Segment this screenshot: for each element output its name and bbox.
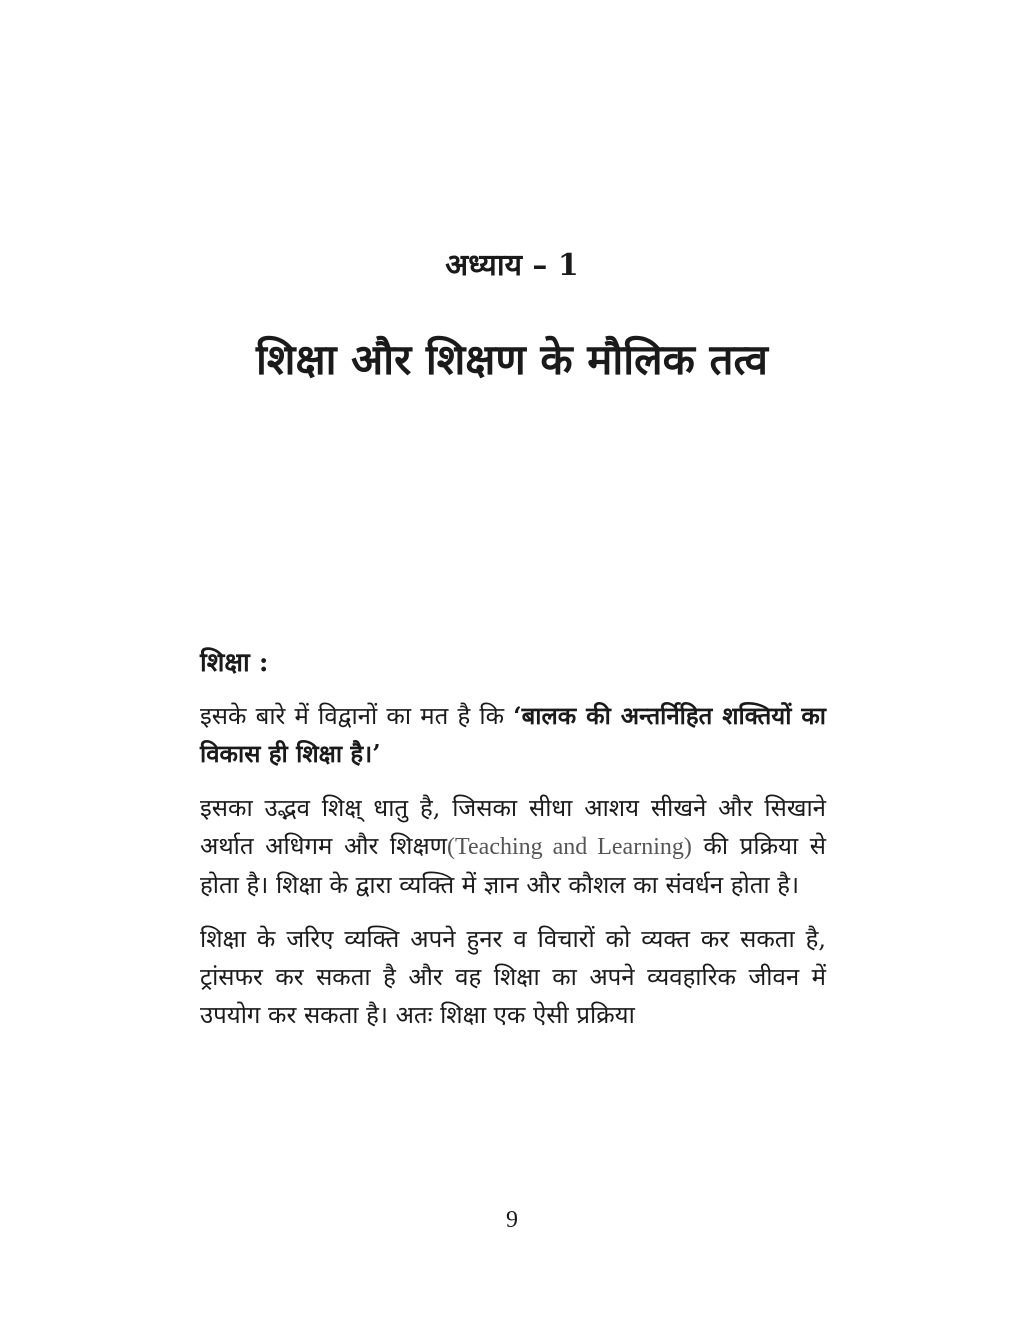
paragraph-2-part-b: की प्रक्रिया से होता है। शिक्षा के द्वारा व्यक्ति में ज्ञान और कौशल का संवर्धन होता है। <box>200 832 826 899</box>
paragraph-1-lead: इसके बारे में विद्वानों का मत है कि <box>200 702 514 730</box>
chapter-title: शिक्षा और शिक्षण के मौलिक तत्व <box>256 335 768 384</box>
chapter-label: अध्याय – 1 <box>445 248 579 283</box>
section-heading: शिक्षा : <box>200 648 269 678</box>
paragraph-1 <box>200 697 826 773</box>
page-number: 9 <box>506 1207 518 1233</box>
paragraph-3: शिक्षा के जरिए व्यक्ति अपने हुनर व विचारों को व्यक्त कर सकता है, ट्रांसफर कर सकता है और वह शिक्षा का अपने व्यवहारिक जीवन में उपयोग कर सकता है। अतः शिक्षा एक ऐसी प्रक्रिया <box>200 925 826 1029</box>
body-text <box>200 643 826 1050</box>
paragraph-2-english-term: (Teaching and Learning) <box>447 834 692 860</box>
paragraph-2 <box>200 789 826 904</box>
paragraph-1-quote: ‘बालक की अन्तर्निहित शक्तियों का विकास ही शिक्षा है।’ <box>200 701 826 768</box>
paragraph-2-part-a: इसका उद्भव शिक्ष् धातु है, जिसका सीधा आशय सीखने और सिखाने अर्थात अधिगम और शिक्षण <box>200 794 826 860</box>
